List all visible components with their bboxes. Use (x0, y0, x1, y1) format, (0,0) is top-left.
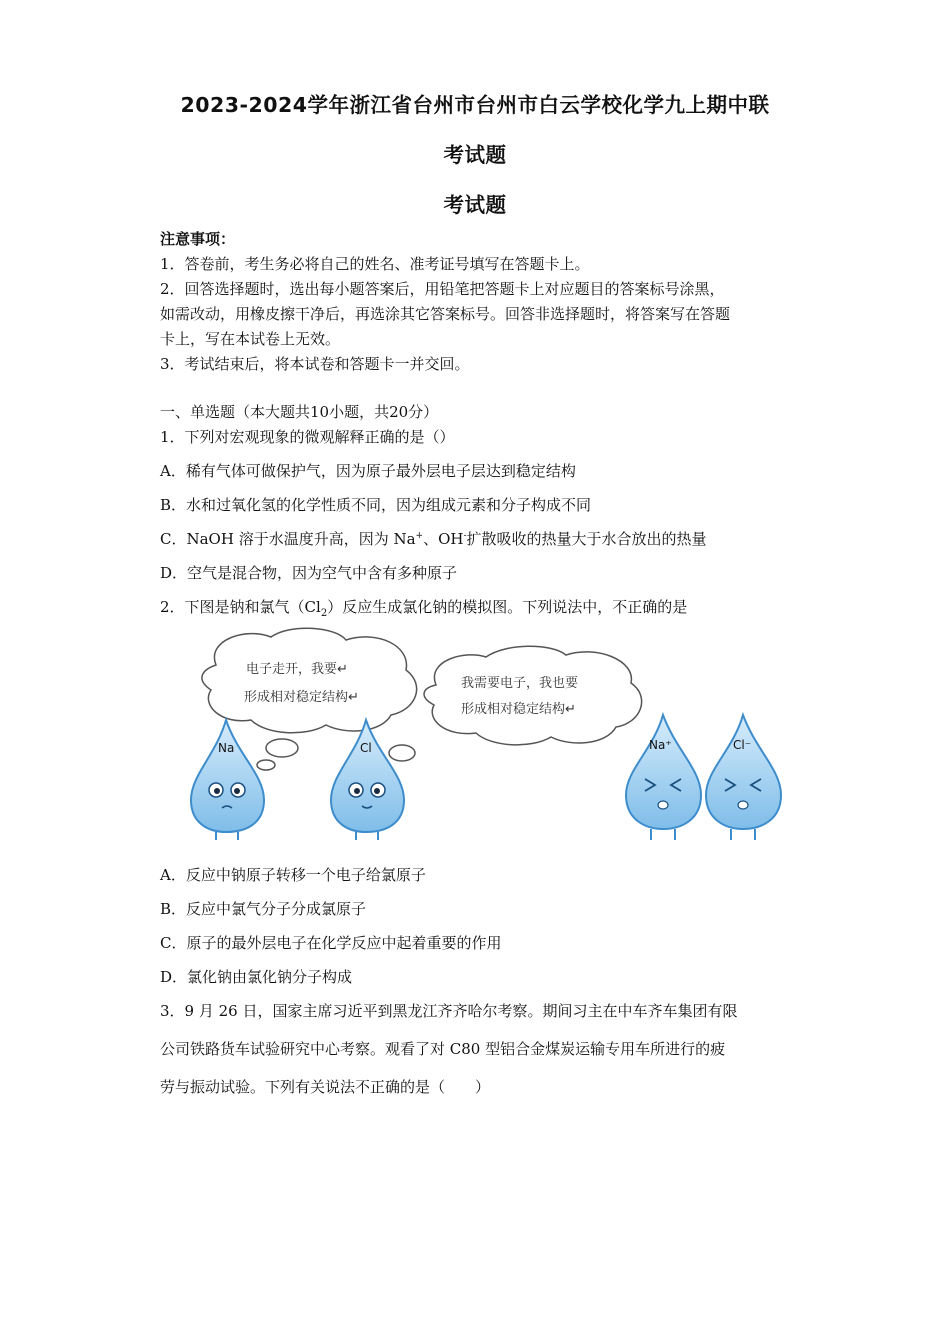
svg-text:Na: Na (218, 741, 235, 755)
q1-stem: 1．下列对宏观现象的微观解释正确的是（） (160, 428, 455, 446)
q2-option-b: B．反应中氯气分子分成氯原子 (160, 900, 367, 918)
na-atom-drop (191, 720, 264, 840)
page-subtitle: 考试题 (443, 193, 507, 217)
note-item-2a: 2．回答选择题时，选出每小题答案后，用铅笔把答题卡上对应题目的答案标号涂黑， (160, 280, 725, 298)
na-ion-drop (626, 715, 701, 840)
page-title-line2: 考试题 (443, 143, 507, 167)
cl-atom-drop (331, 720, 404, 840)
q1-option-a: A．稀有气体可做保护气，因为原子最外层电子层达到稳定结构 (160, 462, 576, 480)
svg-text:形成相对稳定结构↵: 形成相对稳定结构↵ (461, 702, 576, 717)
q2-option-c: C．原子的最外层电子在化学反应中起着重要的作用 (160, 934, 502, 952)
q1-option-b: B．水和过氧化氢的化学性质不同，因为组成元素和分子构成不同 (160, 496, 592, 514)
q3-line-1: 3．9 月 26 日，国家主席习近平到黑龙江齐齐哈尔考察。期间习主在中车齐车集团有限 (160, 1002, 738, 1020)
q1-option-d: D．空气是混合物，因为空气中含有多种原子 (160, 564, 458, 582)
svg-text:Cl⁻: Cl⁻ (733, 738, 752, 752)
svg-text:我需要电子，我也要: 我需要电子，我也要 (461, 676, 579, 691)
q2-stem: 2．下图是钠和氯气$(Cl_2)$反应生成氯化钠的模拟图。下列说法中，不正确的是 (160, 598, 688, 619)
q1-option-c: C．NaOH 溶于水温度升高，因为 Na+、OH-扩散吸收的热量大于水合放出的热量 (160, 530, 707, 548)
page-title-line1: 2023-2024学年浙江省台州市台州市白云学校化学九上期中联 (180, 93, 770, 117)
q2-option-a: A．反应中钠原子转移一个电子给氯原子 (160, 866, 426, 884)
thought-bubble-2 (373, 646, 642, 772)
q3-line-3: 劳与振动试验。下列有关说法不正确的是（ ） (160, 1078, 491, 1096)
sodium-chlorine-illustration (176, 625, 796, 840)
svg-text:Cl: Cl (360, 741, 372, 755)
svg-text:电子走开，我要↵: 电子走开，我要↵ (246, 662, 348, 677)
section-heading: 一、单选题（本大题共10小题，共20分） (160, 403, 439, 421)
q3-line-2: 公司铁路货车试验研究中心考察。观看了对 C80 型铝合金煤炭运输专用车所进行的疲 (160, 1040, 726, 1058)
note-item-2c: 卡上，写在本试卷上无效。 (160, 330, 341, 348)
svg-text:形成相对稳定结构↵: 形成相对稳定结构↵ (244, 690, 359, 705)
svg-text:Na⁺: Na⁺ (649, 738, 672, 752)
note-item-1: 1．答卷前，考生务必将自己的姓名、准考证号填写在答题卡上。 (160, 255, 590, 273)
cl-ion-drop (706, 715, 781, 840)
notes-heading: 注意事项： (160, 230, 236, 248)
note-item-3: 3．考试结束后，将本试卷和答题卡一并交回。 (160, 355, 470, 373)
note-item-2b: 如需改动，用橡皮擦干净后，再选涂其它答案标号。回答非选择题时，将答案写在答题 (160, 305, 731, 323)
q2-option-d: D．氯化钠由氯化钠分子构成 (160, 968, 353, 986)
